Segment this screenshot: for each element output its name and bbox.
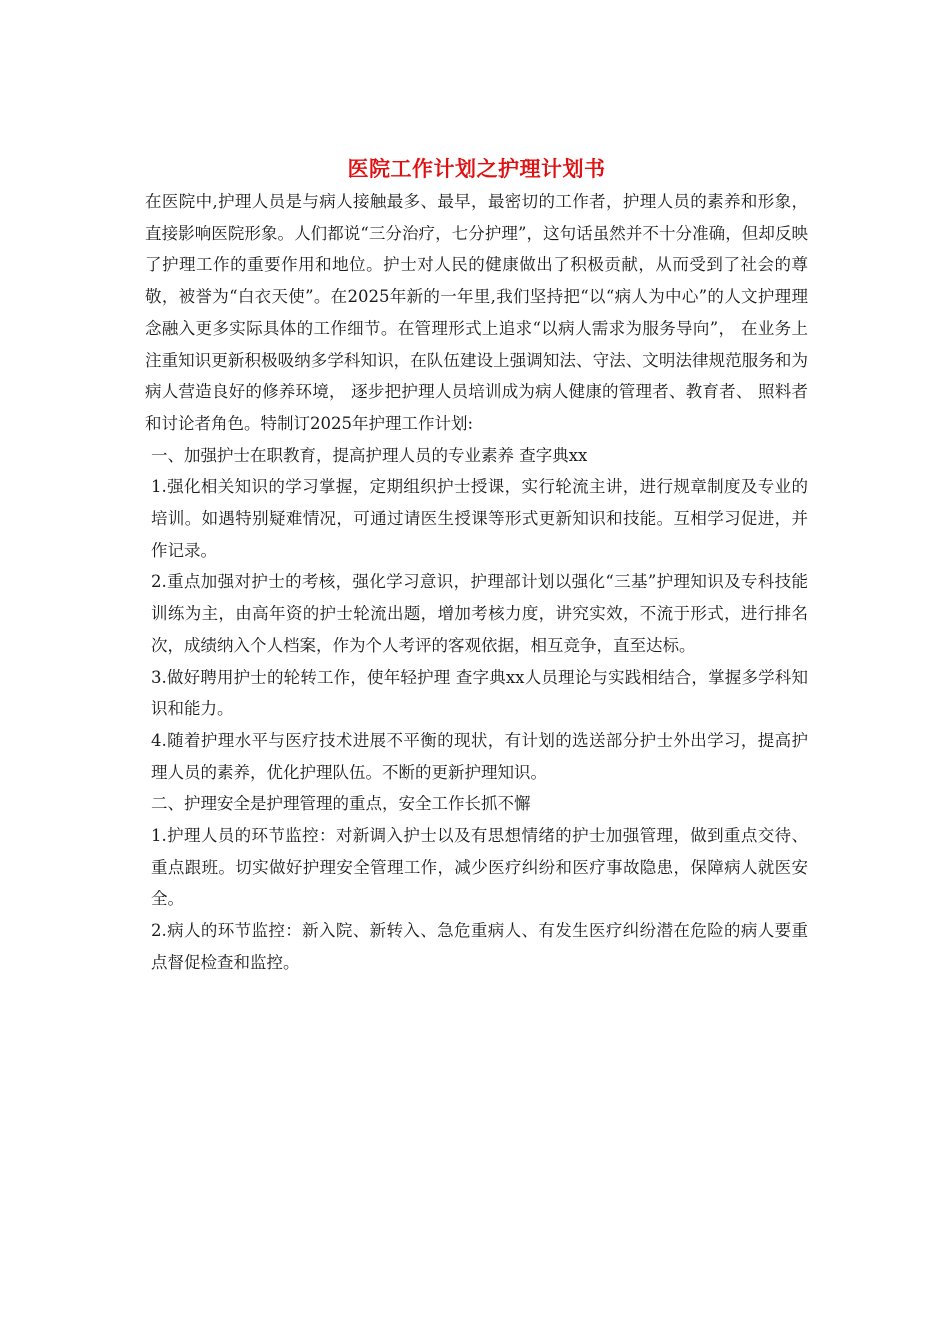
- section-heading-2: 二、护理安全是护理管理的重点，安全工作长抓不懈: [151, 794, 531, 814]
- list-item-2-2: 2.病人的环节监控：新入院、新转入、急危重病人、有发生医疗纠纷潜在危险的病人要重点督促检查和监控。: [151, 921, 808, 972]
- list-item-1-3: 3.做好聘用护士的轮转工作，使年轻护理 查字典xx人员理论与实践相结合，掌握多学科知识和能力。: [151, 667, 808, 719]
- document-title: 医院工作计划之护理计划书: [347, 157, 606, 181]
- section-heading-1: 一、加强护士在职教育，提高护理人员的专业素养 查字典xx: [151, 445, 588, 465]
- list-item-2-1: 1.护理人员的环节监控：对新调入护士以及有思想情绪的护士加强管理，做到重点交待、重点跟班。切实做好护理安全管理工作，减少医疗纠纷和医疗事故隐患，保障病人就医安全。: [151, 826, 808, 909]
- list-item-1-2: 2.重点加强对护士的考核，强化学习意识，护理部计划以强化“三基”护理知识及专科技能训练为主，由高年资的护士轮流出题，增加考核力度，讲究实效，不流于形式，进行排名次，成绩纳入个人档案，作为个人考评的客观依据，相互竞争，直至达标。: [151, 572, 808, 655]
- intro-paragraph: 在医院中,护理人员是与病人接触最多、最早，最密切的工作者，护理人员的素养和形象，直接影响医院形象。人们都说“三分治疗，七分护理”，这句话虽然并不十分准确，但却反映了护理工作的重要作用和地位。护士对人民的健康做出了积极贡献，从而受到了社会的尊敬，被誉为“白衣天使”。在2025年新的一年里,我们坚持把“以“病人为中心”的人文护理理念融入更多实际具体的工作细节。在管理形式上追求“以病人需求为服务导向”， 在业务上注重知识更新积极吸纳多学科知识，在队伍建设上强调知法、守法、文明法律规范服务和为病人营造良好的修养环境， 逐步把护理人员培训成为病人健康的管理者、教育者、 照料者和讨论者角色。特制订2025年护理工作计划:: [145, 192, 808, 433]
- list-item-1-4: 4.随着护理水平与医疗技术进展不平衡的现状，有计划的选送部分护士外出学习，提高护理人员的素养，优化护理队伍。不断的更新护理知识。: [151, 730, 808, 782]
- document-content: [145, 152, 808, 979]
- list-item-1-1: 1.强化相关知识的学习掌握，定期组织护士授课，实行轮流主讲，进行规章制度及专业的培训。如遇特别疑难情况，可通过请医生授课等形式更新知识和技能。互相学习促进，并作记录。: [151, 477, 808, 560]
